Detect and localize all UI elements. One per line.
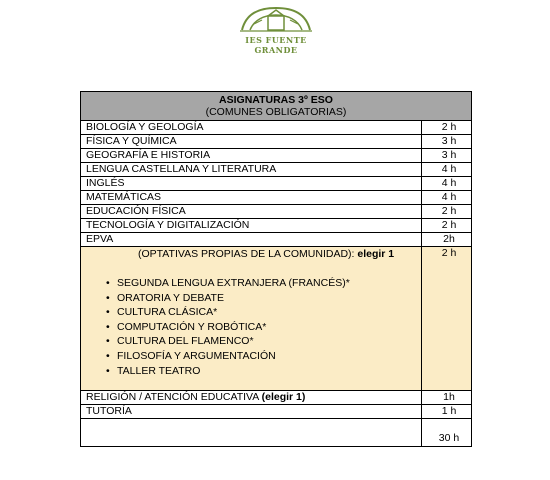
list-item: • COMPUTACIÓN Y ROBÓTICA* <box>86 320 421 335</box>
table-row <box>81 391 472 405</box>
subject-name: EPVA <box>81 233 422 247</box>
subject-name: EDUCACIÓN FÍSICA <box>81 205 422 219</box>
subject-name: FÍSICA Y QUÍMICA <box>81 135 422 149</box>
subject-hours: 1h <box>422 391 472 405</box>
list-item: • SEGUNDA LENGUA EXTRANJERA (FRANCÉS)* <box>86 276 421 291</box>
subject-name <box>81 391 422 405</box>
optional-heading-choose: elegir 1 <box>357 248 395 260</box>
table-row <box>81 219 472 233</box>
list-item: • ORATORIA Y DEBATE <box>86 291 421 306</box>
subject-name: MATEMÁTICAS <box>81 191 422 205</box>
subject-name: TECNOLOGÍA Y DIGITALIZACIÓN <box>81 219 422 233</box>
optional-row <box>81 247 472 391</box>
subject-name: LENGUA CASTELLANA Y LITERATURA <box>81 163 422 177</box>
subjects-table <box>80 91 472 447</box>
table-row <box>81 205 472 219</box>
subject-hours: 1 h <box>422 405 472 419</box>
list-item: • CULTURA CLÁSICA* <box>86 305 421 320</box>
school-logo <box>232 0 320 55</box>
subject-hours: 2h <box>422 233 472 247</box>
table-row <box>81 177 472 191</box>
subject-hours: 2 h <box>422 219 472 233</box>
table-header-cell <box>81 92 472 121</box>
table-title: ASIGNATURAS 3º ESO <box>219 94 333 106</box>
table-row <box>81 163 472 177</box>
table-row <box>81 149 472 163</box>
table-row <box>81 233 472 247</box>
subject-hours: 4 h <box>422 177 472 191</box>
list-item: • CULTURA DEL FLAMENCO* <box>86 334 421 349</box>
subject-hours: 3 h <box>422 149 472 163</box>
total-label-cell <box>81 419 422 447</box>
subject-hours: 2 h <box>422 205 472 219</box>
subject-name: TUTORÍA <box>81 405 422 419</box>
subject-name: INGLÉS <box>81 177 422 191</box>
optional-heading-text: (OPTATIVAS PROPIAS DE LA COMUNIDAD): <box>138 248 358 260</box>
optional-hours: 2 h <box>422 247 472 391</box>
table-row <box>81 191 472 205</box>
table-header <box>81 92 472 121</box>
table-subtitle: (COMUNES OBLIGATORIAS) <box>205 106 347 118</box>
list-item: • TALLER TEATRO <box>86 364 421 379</box>
table-row <box>81 135 472 149</box>
table-row <box>81 405 472 419</box>
list-item: • FILOSOFÍA Y ARGUMENTACIÓN <box>86 349 421 364</box>
religion-label: RELIGIÓN / ATENCIÓN EDUCATIVA <box>86 391 262 404</box>
school-logo-text: IES FUENTE GRANDE <box>245 35 307 55</box>
total-hours: 30 h <box>422 419 472 447</box>
subject-name: BIOLOGÍA Y GEOLOGÍA <box>81 121 422 135</box>
subject-hours: 4 h <box>422 191 472 205</box>
subject-hours: 2 h <box>422 121 472 135</box>
subject-name: GEOGRAFÍA E HISTORIA <box>81 149 422 163</box>
optional-list <box>86 276 421 378</box>
subject-hours: 4 h <box>422 163 472 177</box>
optional-heading <box>86 247 421 261</box>
optional-cell <box>81 247 422 391</box>
total-row <box>81 419 472 447</box>
subject-hours: 3 h <box>422 135 472 149</box>
school-logo-icon <box>232 0 320 40</box>
table-row <box>81 121 472 135</box>
religion-choose: (elegir 1) <box>261 391 306 404</box>
